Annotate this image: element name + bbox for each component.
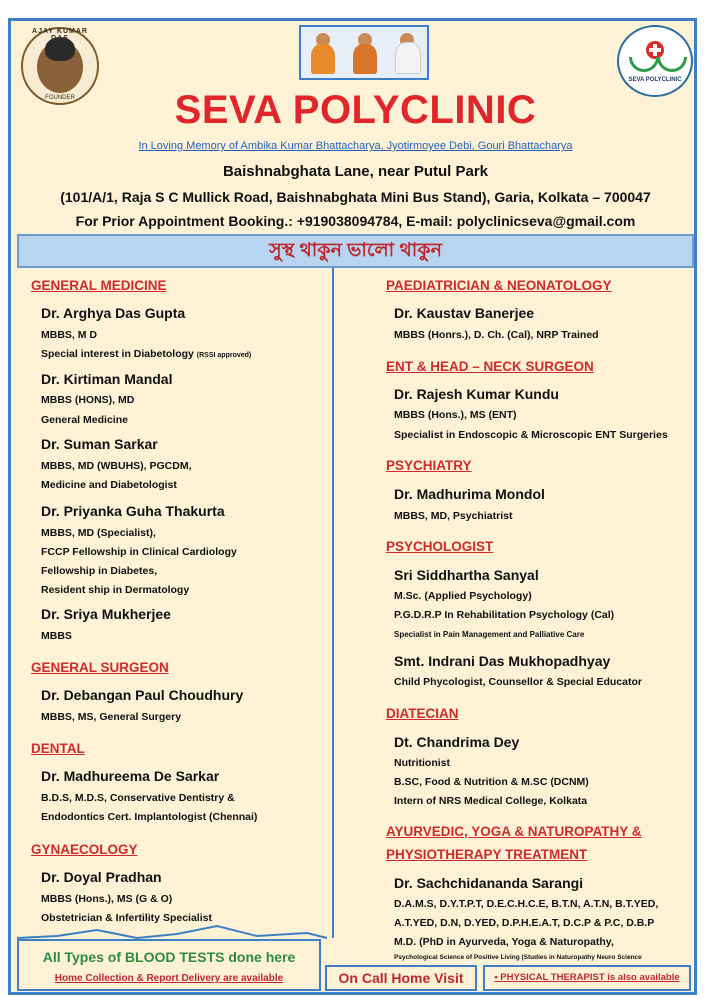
section-general-medicine: GENERAL MEDICINE [31, 278, 167, 293]
memory-line: In Loving Memory of Ambika Kumar Bhattacharya, Jyotirmoyee Debi, Gouri Bhattacharya [138, 140, 573, 152]
section-ayurvedic-line2: PHYSIOTHERAPY TREATMENT [386, 847, 588, 862]
qualification: MBBS (HONS), MD [41, 394, 135, 406]
column-divider [332, 268, 334, 938]
saints-portrait-icon [299, 25, 429, 80]
section-gynaecology: GYNAECOLOGY [31, 842, 138, 857]
qualification-small: Specialist in Pain Management and Palliative Care [394, 630, 585, 639]
doctor-name: Dr. Sachchidananda Sarangi [394, 875, 584, 891]
skyline-divider [17, 924, 694, 940]
qualification: MBBS, MS, General Surgery [41, 711, 182, 723]
booking-line: For Prior Appointment Booking.: +919038094784, E-mail: polyclinicseva@gmail.com [75, 213, 636, 229]
qualification: Child Phycologist, Counsellor & Special Educator [394, 676, 642, 688]
qualification: Nutritionist [394, 757, 450, 769]
section-psychologist: PSYCHOLOGIST [386, 539, 494, 554]
doctor-name: Dr. Madhurima Mondol [394, 486, 545, 502]
doctor-name: Sri Siddhartha Sanyal [394, 567, 539, 583]
qualification: Fellowship in Diabetes, [41, 565, 158, 577]
blood-tests-box [17, 939, 321, 991]
qualification: Specialist in Endoscopic & Microscopic ENT Surgeries [394, 429, 668, 441]
doctor-name: Dr. Kaustav Banerjee [394, 305, 535, 321]
qualification: MBBS, M D [41, 329, 97, 341]
qualification: MBBS, MD (Specialist), [41, 527, 156, 539]
qualification: MBBS (Hons.), MS (ENT) [394, 409, 517, 421]
qualification: MBBS, MD (WBUHS), PGCDM, [41, 460, 192, 472]
qualification: M.Sc. (Applied Psychology) [394, 590, 532, 602]
blood-tests-text: All Types of BLOOD TESTS done here [42, 949, 296, 965]
doctor-name: Dr. Kirtiman Mandal [41, 371, 173, 387]
doctor-name: Dr. Debangan Paul Choudhury [41, 687, 244, 703]
logo-text: SEVA POLYCLINIC [628, 77, 682, 83]
qualification: Resident ship in Dermatology [41, 584, 190, 596]
qualification: M.D. (PhD in Ayurveda, Yoga & Naturopathy, [394, 936, 614, 948]
doctor-name: Dr. Suman Sarkar [41, 436, 158, 452]
doctor-name: Dr. Sriya Mukherjee [41, 606, 171, 622]
approval-note: (RSSI approved) [196, 352, 252, 359]
physio-box: • PHYSICAL THERAPIST is also available [483, 965, 691, 991]
founder-label: FOUNDER [45, 95, 75, 101]
qualification: Endodontics Cert. Implantologist (Chennai) [41, 811, 258, 823]
qualification: MBBS (Honrs.), D. Ch. (Cal), NRP Trained [394, 329, 599, 341]
doctor-name: Smt. Indrani Das Mukhopadhyay [394, 653, 611, 669]
qualification: MBBS [41, 630, 72, 642]
section-diatecian: DIATECIAN [386, 706, 459, 721]
qualification: B.SC, Food & Nutrition & M.SC (DCNM) [394, 776, 589, 788]
bengali-banner: সুস্থ থাকুন ভালো থাকুন [17, 234, 694, 268]
section-psychiatry: PSYCHIATRY [386, 458, 472, 473]
doctor-name: Dr. Doyal Pradhan [41, 869, 162, 885]
qualification: MBBS (Hons.), MS (G & O) [41, 893, 173, 905]
founder-arc-text: AJAY KUMAR [32, 28, 88, 35]
doctor-name: Dr. Rajesh Kumar Kundu [394, 386, 559, 402]
doctor-name: Dt. Chandrima Dey [394, 734, 520, 750]
qualification: A.T.YED, D.N, D.YED, D.P.H.E.A.T, D.C.P & P.C, D.B.P [394, 917, 655, 929]
on-call-box: On Call Home Visit [325, 965, 477, 991]
qualification: Special interest in Diabetology (RSSI approved) [41, 348, 252, 360]
doctor-name: Dr. Priyanka Guha Thakurta [41, 503, 225, 519]
section-ent: ENT & HEAD – NECK SURGEON [386, 359, 594, 374]
doctor-name: Dr. Madhureema De Sarkar [41, 768, 220, 784]
qualification: FCCP Fellowship in Clinical Cardiology [41, 546, 237, 558]
section-ayurvedic: AYURVEDIC, YOGA & NATUROPATHY & [386, 824, 642, 839]
qualification-small: Psychological Science of Positive Living (Studies in Naturopathy Neuro Science [394, 954, 642, 961]
qualification: General Medicine [41, 414, 128, 426]
qualification: P.G.D.R.P In Rehabilitation Psychology (Cal) [394, 609, 615, 621]
qualification: MBBS, MD, Psychiatrist [394, 510, 513, 522]
poster [8, 18, 697, 995]
qualification: Obstetrician & Infertility Specialist [41, 912, 212, 924]
address-line-2: (101/A/1, Raja S C Mullick Road, Baishnabghata Mini Bus Stand), Garia, Kolkata – 700047 [60, 189, 651, 205]
section-paediatrics: PAEDIATRICIAN & NEONATOLOGY [386, 278, 612, 293]
page-title: SEVA POLYCLINIC [174, 88, 537, 132]
section-dental: DENTAL [31, 741, 85, 756]
doctor-name: Dr. Arghya Das Gupta [41, 305, 186, 321]
qualification: D.A.M.S, D.Y.T.P.T, D.E.C.H.C.E, B.T.N, A.T.N, B.T.YED, [394, 898, 659, 910]
qualification: B.D.S, M.D.S, Conservative Dentistry & [41, 792, 235, 804]
address-line-1: Baishnabghata Lane, near Putul Park [222, 163, 489, 180]
section-general-surgeon: GENERAL SURGEON [31, 660, 169, 675]
qualification: Intern of NRS Medical College, Kolkata [394, 795, 588, 807]
qualification: Medicine and Diabetologist [41, 479, 177, 491]
home-collection-text: Home Collection & Report Delivery are available [54, 973, 284, 984]
